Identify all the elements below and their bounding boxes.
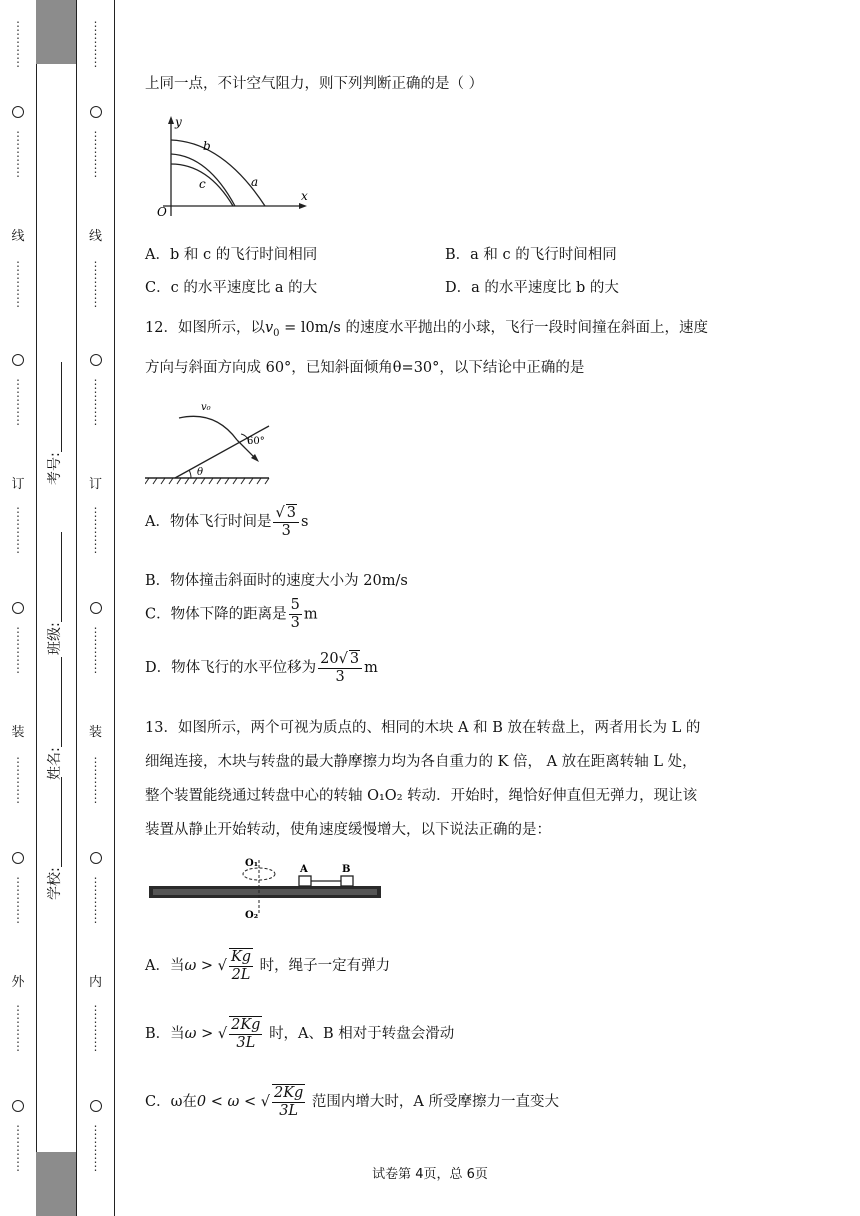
inner-circle-4 [77,852,114,867]
q12-fig-theta: θ [197,467,204,478]
q13-fig-b: B [342,864,351,875]
page-footer: 试卷第 4页，总 6页 [372,1167,488,1182]
q12-stem-line2: 方向与斜面方向成 60°，已知斜面倾角θ=30°，以下结论中正确的是 [145,360,585,376]
q12-a-den: 3 [281,523,291,539]
outer-circle-3 [0,602,36,617]
q12-a-num: 3 [286,505,296,521]
q12-a-text: A．物体飞行时间是 [145,514,272,530]
q12-incline-figure [145,396,285,488]
outer-binding-strip [0,0,37,1216]
q12-c-fraction [289,597,302,632]
name-label: 姓名: [47,747,63,780]
q13-option-c[interactable]: C．ω在0 < ω < √ $\frac{2Kg}{3L}$ 范围内增大时，A 所受摩擦力一直变大 [145,1085,560,1119]
outer-dots-3: ⋮ ⋮ ⋮ ⋮ [12,259,24,309]
q12-stem-line1 [145,316,708,339]
q13-b-pre: B．当 [145,1026,185,1042]
inner-dots-2: ⋮ ⋮ ⋮ ⋮ [89,129,102,179]
name-field[interactable] [44,640,64,780]
inner-char-xian: 线 [88,229,102,244]
q13-a-cond: ω > [184,958,214,974]
gray-block-bottom [36,1152,76,1216]
outer-dots-1: ⋮ ⋮ ⋮ ⋮ [12,19,24,69]
id-field[interactable] [44,345,64,485]
outer-circle-4 [0,852,36,867]
inner-dots-4: ⋮ ⋮ ⋮ ⋮ [89,377,102,427]
q13-stem-line2: 细绳连接，木块与转盘的最大静摩擦力均为各自重力的 K 倍， A 放在距离转轴 L 处， [145,754,697,770]
q12-d-unit: m [364,660,378,676]
q13-c-fraction [272,1084,305,1120]
q12-c-den: 3 [290,615,300,631]
q13-c-pre: C．ω在 [145,1094,197,1110]
q12-option-a[interactable] [145,504,308,540]
school-field[interactable] [44,760,64,900]
q11-option-d[interactable]: D．a 的水平速度比 b 的大 [445,280,619,296]
outer-dots-7: ⋮ ⋮ ⋮ ⋮ [12,755,24,805]
q12-v0: v [264,320,274,336]
q13-a-num: Kg [230,949,252,965]
q13-c-post: 范围内增大时，A 所受摩擦力一直变大 [311,1094,560,1110]
school-label: 学校: [47,867,63,900]
outer-circle-1 [0,106,36,121]
inner-dots-6: ⋮ ⋮ ⋮ ⋮ [89,625,102,675]
q11-option-a[interactable]: A．b 和 c 的飞行时间相同 [145,247,318,263]
student-info-strip [36,0,77,1216]
q13-b-num: 2Kg [231,1017,261,1033]
outer-dots-6: ⋮ ⋮ ⋮ ⋮ [12,625,24,675]
q13-a-den: 2L [231,967,251,983]
q13-fig-a: A [300,864,308,875]
q12-a-fraction: $\frac{√ 3}{3}$ [273,504,298,540]
id-label: 考号: [47,452,63,485]
inner-circle-2 [77,354,114,369]
q13-b-fraction [229,1016,262,1052]
inner-dots-1: ⋮ ⋮ ⋮ ⋮ [89,19,102,69]
q13-c-cond: 0 < ω < [196,1094,257,1110]
outer-dots-9: ⋮ ⋮ ⋮ ⋮ [12,1003,24,1053]
outer-dots-4: ⋮ ⋮ ⋮ ⋮ [12,377,24,427]
inner-circle-3 [77,602,114,617]
q12-stem-pre: 12．如图所示，以 [145,320,265,336]
q12-v0-value: = l0m/s [279,320,341,336]
q11-trajectory-figure [153,112,313,220]
q11-stem: 上同一点，不计空气阻力，则下列判断正确的是（ ） [145,76,484,92]
q13-b-den: 3L [236,1035,256,1051]
q12-d-rad: 3 [349,651,360,667]
outer-char-ding: 订 [11,477,25,492]
q12-fig-60: 60° [247,436,265,447]
q12-d-coef: 20 [320,651,339,667]
outer-char-xian: 线 [11,229,25,244]
q11-fig-a: a [251,175,259,189]
q12-d-den: 3 [335,669,345,685]
inner-dots-3: ⋮ ⋮ ⋮ ⋮ [89,259,102,309]
q12-d-text: D．物体飞行的水平位移为 [145,660,317,676]
inner-dots-9: ⋮ ⋮ ⋮ ⋮ [89,1003,102,1053]
q11-fig-c: c [199,177,206,191]
q11-fig-y: y [175,115,182,129]
outer-char-wai: 外 [11,975,25,990]
outer-circle-2 [0,354,36,369]
q11-option-b[interactable]: B．a 和 c 的飞行时间相同 [445,247,617,263]
q12-a-unit: s [300,514,309,530]
inner-binding-strip [77,0,115,1216]
inner-char-nei: 内 [88,975,102,990]
q12-v0-sub: 0 [273,327,280,339]
q11-option-c[interactable]: C．c 的水平速度比 a 的大 [145,280,318,296]
q13-b-cond: ω > [184,1026,214,1042]
q12-fig-v0: v₀ [201,402,211,413]
q13-a-fraction [229,948,253,984]
outer-dots-2: ⋮ ⋮ ⋮ ⋮ [12,129,24,179]
inner-circle-5 [77,1100,114,1115]
q12-c-num: 5 [290,597,300,613]
q13-a-pre: A．当 [145,958,185,974]
inner-char-zhuang: 装 [88,725,102,740]
outer-circle-5 [0,1100,36,1115]
q13-fig-o1: O₁ [245,858,259,869]
q13-c-num: 2Kg [273,1085,304,1101]
q13-a-post: 时，绳子一定有弹力 [259,958,391,974]
q13-c-den: 3L [279,1103,299,1119]
gray-block-top [36,0,76,64]
outer-char-zhuang: 装 [11,725,25,740]
q12-c-text: C．物体下降的距离是 [145,606,287,623]
q12-option-b[interactable]: B．物体撞击斜面时的速度大小为 20m/s [145,573,408,589]
inner-char-ding: 订 [88,477,102,492]
q11-fig-b: b [203,139,211,153]
q13-stem-line3: 整个装置能绕通过转盘中心的转轴 O₁O₂ 转动．开始时，绳恰好伸直但无弹力，现让该 [145,788,698,804]
inner-dots-5: ⋮ ⋮ ⋮ ⋮ [89,505,102,555]
q11-fig-x: x [301,189,308,203]
q13-option-a[interactable]: A．当ω > √ $\frac{Kg}{2L}$ 时，绳子一定有弹力 [145,949,391,983]
q12-stem-post: 的速度水平抛出的小球，飞行一段时间撞在斜面上，速度 [340,320,708,336]
q12-c-unit: m [303,606,318,623]
q11-fig-origin: O [157,205,167,219]
q13-fig-o2: O₂ [245,910,259,921]
outer-dots-10: ⋮ ⋮ ⋮ ⋮ [12,1123,24,1173]
q13-stem-line1: 13．如图所示，两个可视为质点的、相同的木块 A 和 B 放在转盘上，两者用长为 L 的 [145,720,701,736]
q12-option-d[interactable] [145,650,378,686]
inner-circle-1 [77,106,114,121]
class-label: 班级: [47,622,63,655]
q13-turntable-figure [149,852,389,922]
q12-d-fraction: $\frac{20√ 3}{3}$ [318,650,362,686]
inner-dots-8: ⋮ ⋮ ⋮ ⋮ [89,875,102,925]
class-field[interactable] [44,515,64,655]
inner-dots-7: ⋮ ⋮ ⋮ ⋮ [89,755,102,805]
q13-option-b[interactable]: B．当ω > √ $\frac{2Kg}{3L}$ 时，A、B 相对于转盘会滑动 [145,1017,455,1051]
outer-dots-8: ⋮ ⋮ ⋮ ⋮ [12,875,24,925]
q13-b-post: 时，A、B 相对于转盘会滑动 [269,1026,455,1042]
q12-option-c[interactable] [145,597,318,632]
inner-dots-10: ⋮ ⋮ ⋮ ⋮ [89,1123,102,1173]
q13-stem-line4: 装置从静止开始转动，使角速度缓慢增大，以下说法正确的是： [145,822,551,838]
outer-dots-5: ⋮ ⋮ ⋮ ⋮ [12,505,24,555]
